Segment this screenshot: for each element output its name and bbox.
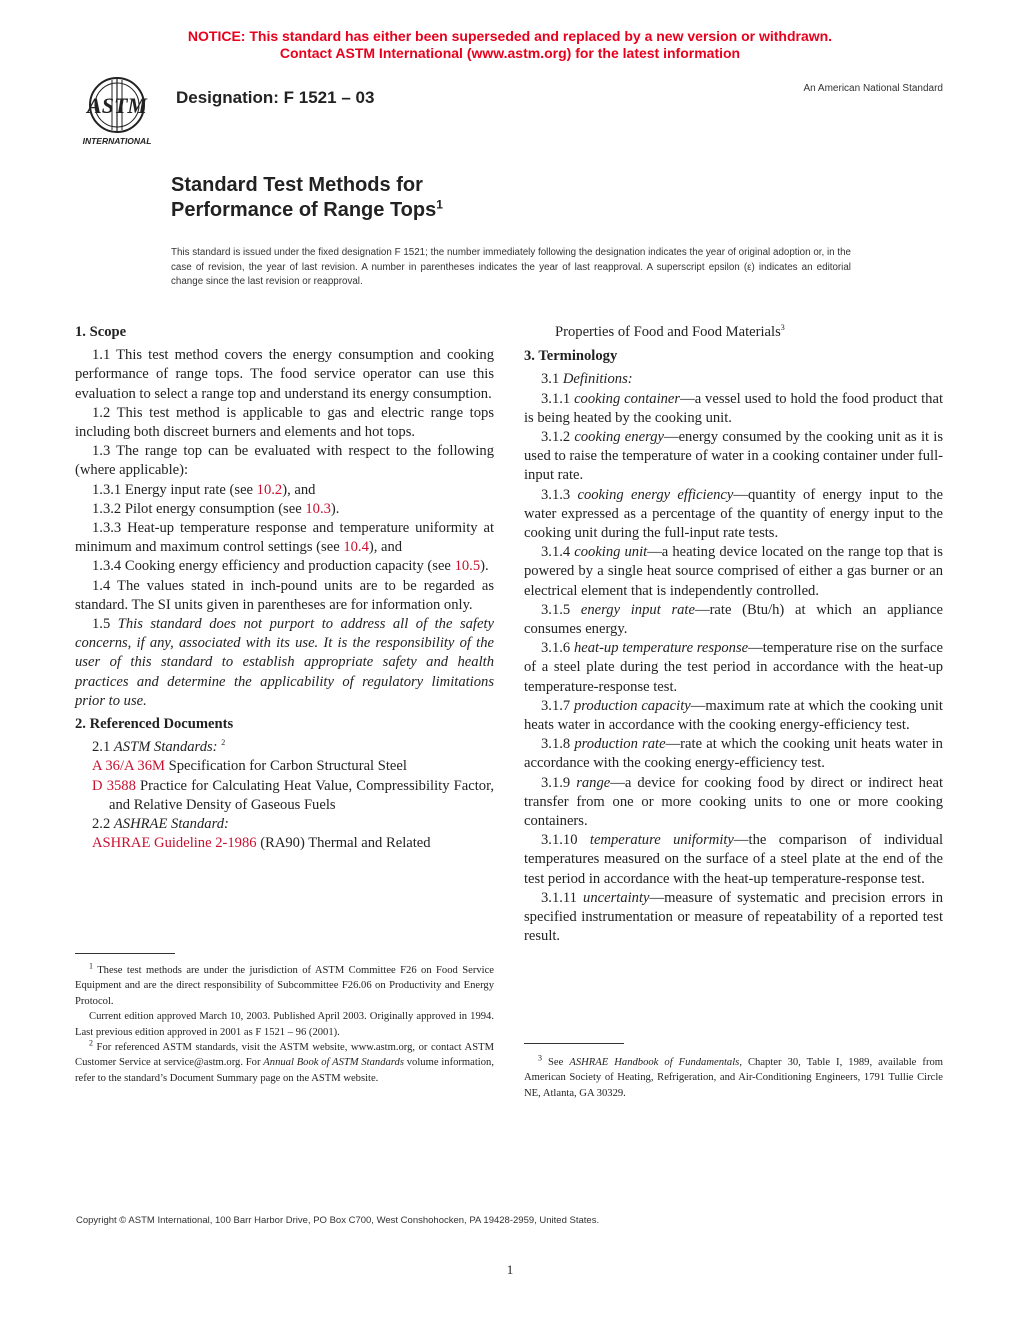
- copyright-footer: Copyright © ASTM International, 100 Barr Harbor Drive, PO Box C700, West Conshohocken, PA 19428-2959, United States.: [76, 1215, 600, 1226]
- def-energy-input-rate: 3.1.5 energy input rate—rate (Btu/h) at which an appliance consumes energy.: [524, 601, 943, 638]
- para-1-4: 1.4 The values stated in inch-pound units are to be regarded as standard. The SI units given in parentheses are for information only.: [75, 577, 494, 613]
- left-column: [75, 323, 494, 853]
- notice-line-1: NOTICE: This standard has either been superseded and replaced by a new version or withdrawn.: [187, 28, 833, 44]
- left-footnotes: [75, 963, 494, 1086]
- ref-d3588: D 3588 Practice for Calculating Heat Value, Compressibility Factor, and Relative Density of Gaseous Fuels: [92, 777, 494, 813]
- withdrawn-notice: [0, 28, 1020, 62]
- para-1-2: 1.2 This test method is applicable to gas and electric range tops including both discreet burners and elements and hot tops.: [75, 404, 494, 441]
- para-1-3: 1.3 The range top can be evaluated with respect to the following (where applicable):: [75, 443, 494, 479]
- def-cooking-energy: 3.1.2 cooking energy—energy consumed by the cooking unit as it is used to raise the temperature of water in a cooking container under full-input rate.: [524, 429, 944, 484]
- title-line-2: Performance of Range Tops$^1$: [171, 197, 443, 221]
- link-10-5[interactable]: 10.5: [454, 558, 481, 575]
- para-1-5: 1.5 This standard does not purport to address all of the safety concerns, if any, associated with its use. It is the responsibility of the user of this standard to establish appropriate safety and health practices and determine the applicability of regulatory limitations prior to use.: [75, 616, 494, 709]
- left-footnote-rule: [75, 953, 175, 954]
- link-d3588[interactable]: D 3588: [92, 777, 136, 794]
- footnote-2: $^2$ For referenced ASTM standards, visit the ASTM website, www.astm.org, or contact ASTM Customer Service at service@astm.org. For Annual Book of ASTM Standards volume information, refer to the standard’s Document Summary page on the ASTM website.: [75, 1038, 494, 1084]
- ref-a36: A 36/A 36M Specification for Carbon Structural Steel: [92, 758, 407, 775]
- para-2-2: 2.2 ASHRAE Standard:: [92, 816, 229, 833]
- footnote-1: $^1$ These test methods are under the jurisdiction of ASTM Committee F26 on Food Service Equipment and are the direct responsibility of Subcommittee F26.06 on Productivity and Energy Protocol.: [75, 961, 494, 1007]
- def-production-capacity: 3.1.7 production capacity—maximum rate at which the cooking unit heats water in accordance with the cooking energy-efficiency test.: [524, 697, 943, 734]
- right-column: [524, 323, 943, 947]
- link-a36[interactable]: A 36/A 36M: [92, 758, 165, 775]
- def-production-rate: 3.1.8 production rate—rate at which the cooking unit heats water in accordance with the cooking energy-efficiency test.: [524, 736, 943, 772]
- section-2-heading: 2. Referenced Documents: [75, 716, 234, 733]
- svg-text:INTERNATIONAL: INTERNATIONAL: [82, 136, 152, 146]
- para-1-3-3: 1.3.3 Heat-up temperature response and temperature uniformity at minimum and maximum control settings (see 10.4), and: [75, 520, 494, 556]
- issued-note: This standard is issued under the fixed designation F 1521; the number immediately following the designation indicates the year of original adoption or, in the case of revision, the year of last revision. A number in parentheses indicates the year of last reapproval. A superscript epsilon (ε) indicates an editorial change since the last revision or reapproval.: [171, 247, 851, 287]
- ref-continuation: Properties of Food and Food Materials$^3$: [555, 323, 785, 340]
- right-footnote-rule: [524, 1043, 624, 1044]
- astm-logo-icon: [72, 75, 162, 150]
- footnote-3: $^3$ See ASHRAE Handbook of Fundamentals, Chapter 30, Table I, 1989, available from American Society of Heating, Refrigeration, and Air-Conditioning Engineers, 1791 Tullie Circle NE, Atlanta, GA 30329.: [524, 1053, 944, 1099]
- right-footnotes: [524, 1055, 943, 1101]
- american-national-standard-label: An American National Standard: [803, 83, 943, 94]
- para-1-3-4: 1.3.4 Cooking energy efficiency and production capacity (see 10.5).: [92, 558, 489, 575]
- link-10-4[interactable]: 10.4: [343, 539, 369, 556]
- para-2-1: 2.1 ASTM Standards: $^2$: [92, 738, 226, 756]
- page-number: 1: [506, 1262, 514, 1277]
- def-heat-up-temperature-response: 3.1.6 heat-up temperature response—temperature rise on the surface of a steel plate during the test period in accordance with the heat-up temperature-response test.: [524, 640, 943, 695]
- svg-text:ASTM: ASTM: [87, 93, 147, 118]
- def-uncertainty: 3.1.11 uncertainty—measure of systematic and precision errors in specified instrumentation or measure of repeatability of a reported test result.: [524, 889, 943, 945]
- notice-line-2: Contact ASTM International (www.astm.org) for the latest information: [279, 45, 741, 61]
- link-10-3[interactable]: 10.3: [305, 500, 331, 517]
- title-line-1: Standard Test Methods for: [171, 174, 423, 196]
- document-title: [171, 173, 443, 223]
- section-1-heading: 1. Scope: [75, 324, 127, 340]
- para-1-3-2: 1.3.2 Pilot energy consumption (see 10.3).: [92, 500, 340, 517]
- def-temperature-uniformity: 3.1.10 temperature uniformity—the comparison of individual temperatures measured on the surface of a steel plate at the end of the test period in accordance with the heat-up temperature-response test.: [524, 832, 944, 887]
- para-1-3-1: 1.3.1 Energy input rate (see 10.2), and: [92, 481, 316, 498]
- def-range: 3.1.9 range—a device for cooking food by direct or indirect heat transfer from one or more cooking units to one or more cooking containers.: [524, 774, 943, 830]
- title-footnote-mark: 1: [436, 197, 443, 212]
- para-1-1: 1.1 This test method covers the energy consumption and cooking performance of range tops. The food service operator can use this evaluation to select a range top and understand its energy consumption.: [75, 347, 494, 402]
- astm-logo: [72, 75, 162, 150]
- link-ashrae-guideline[interactable]: ASHRAE Guideline 2-1986: [92, 835, 257, 852]
- ref-ashrae: ASHRAE Guideline 2-1986 (RA90) Thermal and Related: [92, 835, 431, 852]
- footnote-1b: Current edition approved March 10, 2003. Published April 2003. Originally approved in 1994. Last previous edition approved in 2001 as F 1521 – 96 (2001).: [75, 1011, 494, 1038]
- section-3-heading: 3. Terminology: [524, 348, 618, 365]
- def-cooking-energy-efficiency: 3.1.3 cooking energy efficiency—quantity of energy input to the water expressed as a percentage of the quantity of energy input to the cooking unit during the full-input rate tests.: [524, 486, 943, 542]
- def-cooking-container: 3.1.1 cooking container—a vessel used to hold the food product that is being heated by the cooking unit.: [524, 390, 943, 426]
- para-3-1: 3.1 Definitions:: [541, 371, 633, 388]
- link-10-2[interactable]: 10.2: [256, 481, 283, 498]
- designation: Designation: F 1521 – 03: [176, 88, 375, 107]
- def-cooking-unit: 3.1.4 cooking unit—a heating device located on the range top that is powered by a single heat source comprised of either a gas burner or an electrical element that is independently controlled.: [524, 544, 943, 599]
